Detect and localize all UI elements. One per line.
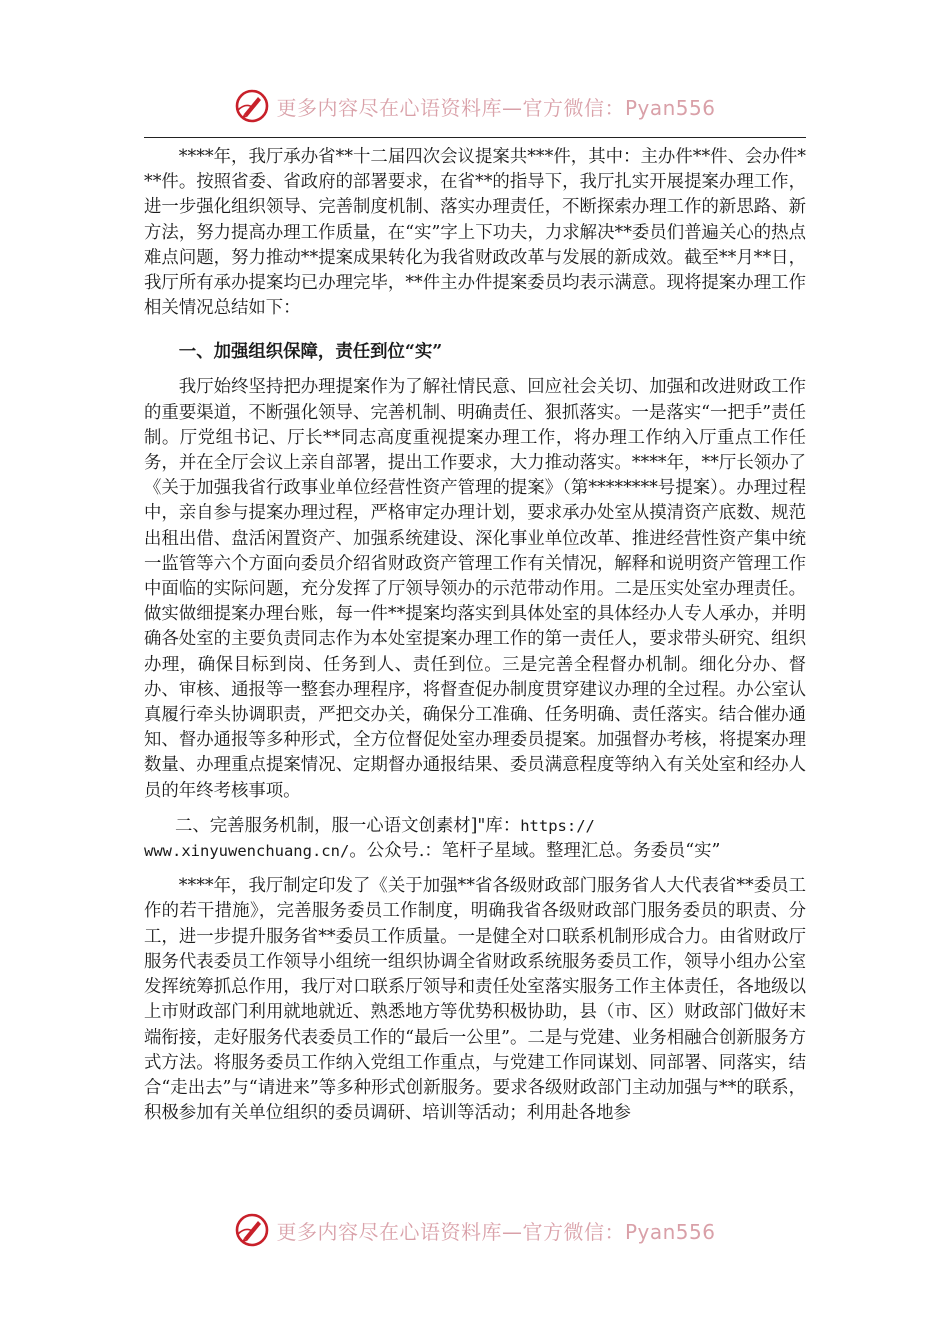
pen-circle-icon bbox=[234, 1212, 270, 1248]
footer-banner-text: 更多内容尽在心语资料库—官方微信：Pyan556 bbox=[276, 1219, 716, 1244]
header-banner-text: 更多内容尽在心语资料库—官方微信：Pyan556 bbox=[276, 95, 716, 120]
section1-heading: 一、加强组织保障，责任到位“实” bbox=[178, 342, 443, 363]
intro-paragraph: ****年，我厅承办省**十二届四次会议提案共***件，其中：主办件**件、会办件***件。按照省委、省政府的部署要求，在省**的指导下，我厅扎实开展提案办理工作，进一步强化组织领导、完善制度机制、落实办理责任，不断探索办理工作的新思路、新方法，努力提高办理工作质量，在“实”字上下功夫，力求解决**委员们普遍关心的热点难点问题，努力推动**提案成果转化为我省财政改革与发展的新成效。截至**月**日，我厅所有承办提案均已办理完毕，**件主办件提案委员均表示满意。现将提案办理工作相关情况总结如下： bbox=[144, 147, 806, 319]
section2-heading-line2 bbox=[144, 839, 806, 864]
section2-heading-tail: 。公众号.：笔杆子星域。整理汇总。务委员“实” bbox=[349, 841, 721, 862]
section2-heading-text: 二、完善服务机制，服一心语文创素材]"库： bbox=[175, 815, 521, 836]
section1-paragraph: 我厅始终坚持把办理提案作为了解社情民意、回应社会关切、加强和改进财政工作的重要渠道，不断强化领导、完善机制、明确责任、狠抓落实。一是落实“一把手”责任制。厅党组书记、厅长**同志高度重视提案办理工作，将办理工作纳入厅重点工作任务，并在全厅会议上亲自部署，提出工作要求，大力推动落实。****年，**厅长领办了《关于加强我省行政事业单位经营性资产管理的提案》（第********号提案）。办理过程中，亲自参与提案办理过程，严格审定办理计划，要求承办处室从摸清资产底数、规范出租出借、盘活闲置资产、加强系统建设、深化事业单位改革、推进经营性资产集中统一监管等六个方面向委员介绍省财政资产管理工作有关情况，解释和说明资产管理工作中面临的实际问题，充分发挥了厅领导领办的示范带动作用。二是压实处室办理责任。做实做细提案办理台账，每一件**提案均落实到具体处室的具体经办人专人承办，并明确各处室的主要负责同志作为本处室提案办理工作的第一责任人，要求带头研究、组织办理，确保目标到岗、任务到人、责任到位。三是完善全程督办机制。细化分办、督办、审核、通报等一整套办理程序，将督查促办制度贯穿建议办理的全过程。办公室认真履行牵头协调职责，严把交办关，确保分工准确、任务明确、责任落实。结合催办通知、督办通报等多种形式，全方位督促处室办理委员提案。加强督办考核，将提案办理数量、办理重点提案情况、定期督办通报结果、委员满意程度等纳入有关处室和经办人员的年终考核事项。 bbox=[144, 377, 806, 801]
pen-circle-icon bbox=[234, 88, 270, 124]
section2-url-part2: www.xinyuwenchuang.cn/ bbox=[144, 842, 350, 861]
section2-paragraph: ****年，我厅制定印发了《关于加强**省各级财政部门服务省人大代表省**委员工作的若干措施》，完善服务委员工作制度，明确我省各级财政部门服务委员的职责、分工，进一步提升服务省**委员工作质量。一是健全对口联系机制形成合力。由省财政厅服务代表委员工作领导小组统一组织协调全省财政系统服务委员工作，领导小组办公室发挥统筹抓总作用，我厅对口联系厅领导和责任处室落实服务工作主体责任，各地级以上市财政部门利用就地就近、熟悉地方等优势积极协助，县（市、区）财政部门做好末端衔接，走好服务代表委员工作的“最后一公里”。二是与党建、业务相融合创新服务方式方法。将服务委员工作纳入党组工作重点，与党建工作同谋划、同部署、同落实，结合“走出去”与“请进来”等多种形式创新服务。要求各级财政部门主动加强与**的联系，积极参加有关单位组织的委员调研、培训等活动；利用赴各地参 bbox=[144, 876, 806, 1124]
section2-url-part1: https:// bbox=[520, 816, 595, 835]
header-banner bbox=[0, 84, 950, 128]
document-body bbox=[144, 145, 806, 1126]
section2-heading-line1 bbox=[144, 814, 806, 839]
header-divider bbox=[144, 137, 806, 138]
footer-banner bbox=[0, 1208, 950, 1252]
